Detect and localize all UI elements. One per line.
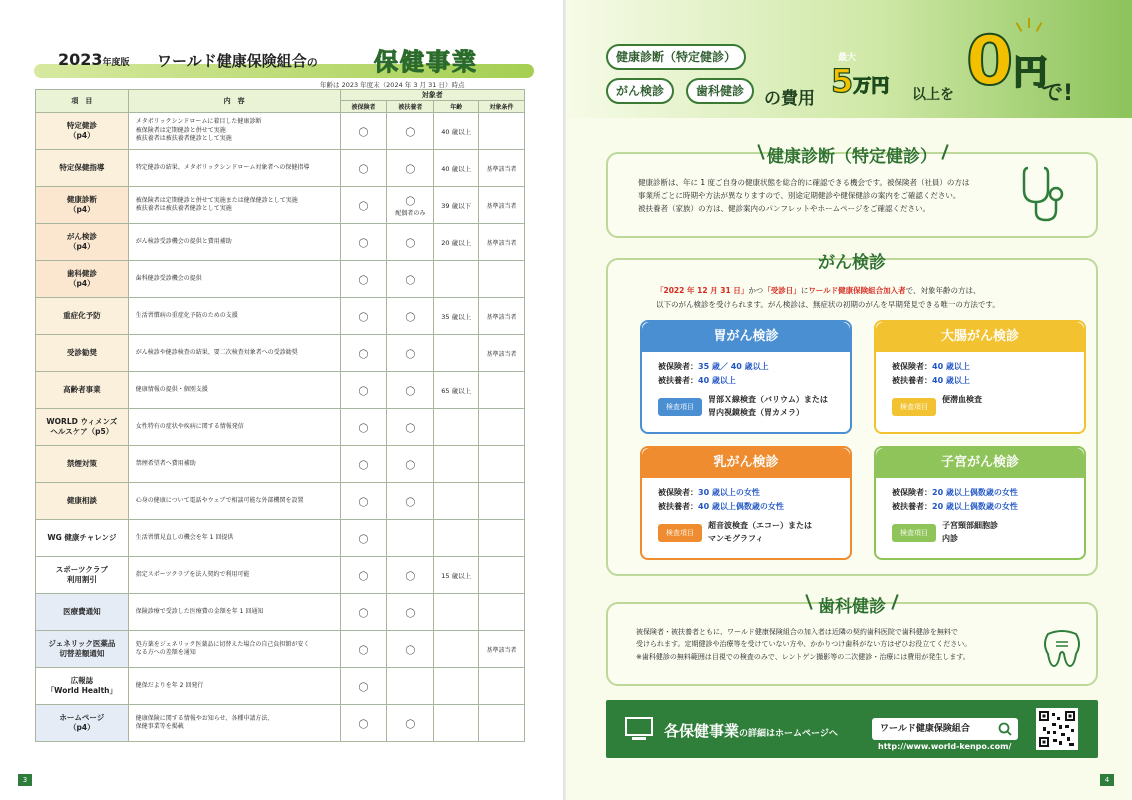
row-content: 健保だよりを年 2 回発行 <box>128 668 340 705</box>
row-item: 受診勧奨 <box>36 335 129 372</box>
card-label: 被扶養者： <box>658 376 698 385</box>
row-content: 健康保険に関する情報やお知らせ、各種申請方法、 保健事業等を掲載 <box>128 705 340 742</box>
row-dependent-mark: 〇 <box>387 705 434 742</box>
card-label: 被扶養者： <box>658 502 698 511</box>
tooth-icon <box>1040 626 1084 670</box>
card-badge: 検査項目 <box>658 398 702 416</box>
card-value: 35 歳／ 40 歳以上 <box>698 362 769 371</box>
card-line-insured <box>658 486 760 500</box>
section-cancer-screening <box>606 253 1098 576</box>
footer-search-text: ワールド健康保険組合 <box>880 724 970 734</box>
qr-code-icon[interactable] <box>1036 708 1078 750</box>
row-age <box>434 335 479 372</box>
row-content: 処方薬をジェネリック医薬品に切替えた場合の自己負担額が安く なる方への差額を通知 <box>128 631 340 668</box>
row-content: がん検診や健診検査の結果、要二次検査対象者への受診勧奨 <box>128 335 340 372</box>
row-dependent-mark: 〇 <box>387 594 434 631</box>
col-target: 対象者 <box>340 90 524 101</box>
row-item: WG 健康チャレンジ <box>36 520 129 557</box>
row-insured-mark: 〇 <box>340 483 387 520</box>
card-value: 30 歳以上の女性 <box>698 488 760 497</box>
row-insured-mark: 〇 <box>340 520 387 557</box>
card-value: 40 歳以上 <box>698 376 736 385</box>
section-title-health-checkup: 健康診断（特定健診） <box>767 147 937 167</box>
row-insured-mark: 〇 <box>340 187 387 224</box>
computer-icon <box>624 716 654 742</box>
pill-cancer-screening: がん検診 <box>606 78 674 104</box>
row-insured-mark: 〇 <box>340 224 387 261</box>
footer-url[interactable]: http://www.world-kenpo.com/ <box>878 742 1012 751</box>
row-content: 女性特有の症状や疾病に関する情報発信 <box>128 409 340 446</box>
row-item: 健康相談 <box>36 483 129 520</box>
title-no: の <box>306 56 318 69</box>
row-insured-mark: 〇 <box>340 705 387 742</box>
header-zero-number: 0 <box>966 22 1014 101</box>
card-test: 便潜血検査 <box>942 395 982 404</box>
row-insured-mark: 〇 <box>340 668 387 705</box>
card-line-dependent <box>658 374 736 388</box>
row-item: 特定健診 （p4） <box>36 113 129 150</box>
row-item: 重症化予防 <box>36 298 129 335</box>
footer-search-box[interactable] <box>872 718 1018 740</box>
row-dependent-mark: 〇 <box>387 483 434 520</box>
qr-code-pattern <box>1039 711 1075 747</box>
row-dependent-mark: 〇 <box>387 335 434 372</box>
row-condition <box>479 705 525 742</box>
table-row <box>36 446 525 483</box>
row-condition <box>479 483 525 520</box>
table-row <box>36 335 525 372</box>
row-dependent-mark-value: 〇 <box>405 197 416 208</box>
row-age <box>434 594 479 631</box>
row-insured-mark: 〇 <box>340 261 387 298</box>
card-test: 胃部Ｘ線検査（バリウム）または 胃内視鏡検査（胃カメラ） <box>708 395 828 417</box>
header-cost-label: の費用 <box>764 89 815 109</box>
header-zero <box>966 22 1048 101</box>
card-value: 40 歳以上偶数歳の女性 <box>698 502 784 511</box>
title-year-suffix: 年度版 <box>102 58 130 68</box>
page-number-right: 4 <box>1100 774 1114 786</box>
pill-health-checkup: 健康診断（特定健診） <box>606 44 746 70</box>
row-condition: 基準該当者 <box>479 187 525 224</box>
title-org <box>157 50 318 71</box>
row-dependent-mark: 〇 <box>387 446 434 483</box>
col-item: 項 目 <box>36 90 129 113</box>
card-line-dependent <box>892 500 1018 514</box>
row-content: 特定健診の結果、メタボリックシンドローム対象者への保健指導 <box>128 150 340 187</box>
card-label: 被保険者： <box>658 362 698 371</box>
row-dependent-mark: 〇 <box>387 224 434 261</box>
section-body-cancer-line1 <box>656 284 981 297</box>
col-condition: 対象条件 <box>479 101 525 113</box>
row-insured-mark: 〇 <box>340 557 387 594</box>
table-row <box>36 261 525 298</box>
page-title <box>44 38 524 78</box>
title-main: 保健事業 <box>374 48 478 76</box>
row-insured-mark: 〇 <box>340 409 387 446</box>
row-condition <box>479 557 525 594</box>
card-badge: 検査項目 <box>892 524 936 542</box>
header-yen: 円 <box>1013 53 1048 93</box>
footer-sub: の詳細はホームページへ <box>739 729 838 739</box>
row-age: 39 歳以下 <box>434 187 479 224</box>
header-amount-unit: 万円 <box>853 76 890 97</box>
row-condition <box>479 446 525 483</box>
table-row <box>36 409 525 446</box>
card-value: 20 歳以上偶数歳の女性 <box>932 488 1018 497</box>
table-row <box>36 557 525 594</box>
row-dependent-mark: 〇 <box>387 261 434 298</box>
table-row <box>36 520 525 557</box>
row-condition <box>479 409 525 446</box>
cancer-date: 「2022 年 12 月 31 日」 <box>656 286 749 295</box>
row-age: 40 歳以上 <box>434 150 479 187</box>
section-body-health-checkup: 健康診断は、年に 1 度ご自身の健康状態を総合的に確認できる機会です。被保険者（社員）の方は 事業所ごとに時期や方法が異なりますので、別途定期健診や健保健診の案内をご確認ください。 被扶養者（家族）の方は、健診案内のパンフレットやホームページをご確認ください。 <box>638 178 970 214</box>
table-row <box>36 594 525 631</box>
section-health-checkup <box>606 147 1098 238</box>
homepage-banner[interactable] <box>606 700 1098 758</box>
section-dental <box>606 597 1098 686</box>
cancer-card-uterine <box>874 446 1086 560</box>
card-value: 40 歳以上 <box>932 376 970 385</box>
row-condition: 基準該当者 <box>479 335 525 372</box>
section-title-dental: 歯科健診 <box>818 597 886 617</box>
row-dependent-mark: 〇 <box>387 372 434 409</box>
row-item: がん検診 （p4） <box>36 224 129 261</box>
row-condition <box>479 668 525 705</box>
cancer-card-colon <box>874 320 1086 434</box>
card-title: 乳がん検診 <box>642 448 850 478</box>
card-badge: 検査項目 <box>892 398 936 416</box>
title-year-number: 2023 <box>58 50 103 69</box>
age-note: 年齢は 2023 年度末（2024 年 3 月 31 日）時点 <box>320 81 465 89</box>
search-icon <box>998 722 1012 736</box>
col-content: 内 容 <box>128 90 340 113</box>
row-age <box>434 520 479 557</box>
card-title: 大腸がん検診 <box>876 322 1084 352</box>
row-content: メタボリックシンドロームに着目した健康診断 被保険者は定期健診と併せて実施 被扶養者は被扶養者健診として実施 <box>128 113 340 150</box>
row-item: ジェネリック医薬品 切替差額通知 <box>36 631 129 668</box>
row-insured-mark: 〇 <box>340 113 387 150</box>
row-content: 歯科健診受診機会の提供 <box>128 261 340 298</box>
row-condition <box>479 372 525 409</box>
header-de: で! <box>1041 81 1074 106</box>
section-body-cancer-line2: 以下のがん検診を受けられます。がん検診は、無症状の初期のがんを早期発見できる唯一の方法です。 <box>656 300 1000 309</box>
row-dependent-mark: 〇 <box>387 557 434 594</box>
row-condition: 基準該当者 <box>479 298 525 335</box>
cancer-and: かつ <box>748 286 764 295</box>
table-row <box>36 705 525 742</box>
row-age: 65 歳以上 <box>434 372 479 409</box>
row-age: 40 歳以上 <box>434 113 479 150</box>
card-line-insured <box>658 360 769 374</box>
sparkle-mark <box>1028 18 1030 28</box>
row-condition: 基準該当者 <box>479 224 525 261</box>
table-row <box>36 150 525 187</box>
cancer-card-breast <box>640 446 852 560</box>
card-label: 被扶養者： <box>892 502 932 511</box>
row-insured-mark: 〇 <box>340 335 387 372</box>
row-item: 広報誌 「World Health」 <box>36 668 129 705</box>
col-age: 年齢 <box>434 101 479 113</box>
row-dependent-mark: 〇 <box>387 113 434 150</box>
row-dependent-mark: 〇 <box>387 298 434 335</box>
section-body-dental: 被保険者・被扶養者ともに、ワールド健康保険組合の加入者は近隣の契約歯科医院で歯科健診を無料で 受けられます。定期健診や治療等を受けていない方や、かかりつけ歯科がない方はぜひお役立てください。 ※歯科健診の無料範囲は目視での検査のみで、レントゲン撮影等の二次健診・治療には費用が発生します。 <box>636 628 972 661</box>
row-dependent-mark <box>387 668 434 705</box>
row-age <box>434 409 479 446</box>
row-item: 健康診断 （p4） <box>36 187 129 224</box>
row-age <box>434 631 479 668</box>
cancer-day: 「受診日」 <box>763 286 801 295</box>
row-item: 高齢者事業 <box>36 372 129 409</box>
card-test: 子宮頸部細胞診 内診 <box>942 521 998 543</box>
row-insured-mark: 〇 <box>340 298 387 335</box>
row-content: がん検診受診機会の提供と費用補助 <box>128 224 340 261</box>
card-badge: 検査項目 <box>658 524 702 542</box>
row-content: 生活習慣病の重症化予防のための支援 <box>128 298 340 335</box>
cancer-member: ワールド健康保険組合加入者 <box>808 286 906 295</box>
cancer-ni: に <box>800 286 809 295</box>
table-row <box>36 187 525 224</box>
row-content: 禁煙希望者へ費用補助 <box>128 446 340 483</box>
row-content: 健康情報の提供・個別支援 <box>128 372 340 409</box>
row-item: WORLD ウィメンズ ヘルスケア（p5） <box>36 409 129 446</box>
pill-dental-checkup: 歯科健診 <box>686 78 754 104</box>
title-org-name: ワールド健康保険組合 <box>157 52 307 70</box>
row-item: 医療費通知 <box>36 594 129 631</box>
row-insured-mark: 〇 <box>340 372 387 409</box>
title-year <box>58 50 130 69</box>
right-page <box>566 0 1132 800</box>
table-row <box>36 372 525 409</box>
card-label: 被扶養者： <box>892 376 932 385</box>
row-dependent-mark: 〇 <box>387 150 434 187</box>
row-content: 心身の健康について電話やウェブで相談可能な外部機関を設置 <box>128 483 340 520</box>
card-value: 40 歳以上 <box>932 362 970 371</box>
footer-text <box>664 720 838 741</box>
table-row <box>36 483 525 520</box>
row-age <box>434 261 479 298</box>
card-title: 子宮がん検診 <box>876 448 1084 478</box>
row-condition: 基準該当者 <box>479 150 525 187</box>
card-line-dependent <box>658 500 784 514</box>
card-value: 20 歳以上偶数歳の女性 <box>932 502 1018 511</box>
cancer-card-stomach <box>640 320 852 434</box>
card-title: 胃がん検診 <box>642 322 850 352</box>
row-item: ホームページ （p4） <box>36 705 129 742</box>
row-item: スポーツクラブ 利用割引 <box>36 557 129 594</box>
card-test: 超音波検査（エコー）または マンモグラフィ <box>708 521 812 543</box>
row-item: 歯科健診 （p4） <box>36 261 129 298</box>
row-content: 被保険者は定期健診と併せて実施または健保健診として実施 被扶養者は被扶養者健診として実施 <box>128 187 340 224</box>
row-dependent-note: 配偶者のみ <box>395 210 426 217</box>
section-title-cancer-screening: がん検診 <box>818 253 886 273</box>
row-condition <box>479 113 525 150</box>
right-header <box>566 0 1132 118</box>
row-age <box>434 668 479 705</box>
cancer-rest: で、対象年齢の方は、 <box>905 286 981 295</box>
card-line-dependent <box>892 374 970 388</box>
header-amount-number: 5 <box>831 62 854 100</box>
row-age: 20 歳以上 <box>434 224 479 261</box>
row-condition <box>479 520 525 557</box>
row-condition <box>479 594 525 631</box>
header-max: 最大 <box>838 53 857 63</box>
card-line-insured <box>892 486 1018 500</box>
row-dependent-mark <box>387 520 434 557</box>
card-label: 被保険者： <box>892 362 932 371</box>
row-age <box>434 705 479 742</box>
health-program-table <box>35 89 525 742</box>
card-label: 被保険者： <box>658 488 698 497</box>
row-insured-mark: 〇 <box>340 594 387 631</box>
row-age <box>434 483 479 520</box>
table-row <box>36 224 525 261</box>
card-label: 被保険者： <box>892 488 932 497</box>
row-dependent-mark <box>387 187 434 224</box>
row-insured-mark: 〇 <box>340 446 387 483</box>
row-content: 保険診療で受診した医療費の金額を年 1 回通知 <box>128 594 340 631</box>
page-number-left: 3 <box>18 774 32 786</box>
row-condition: 基準該当者 <box>479 631 525 668</box>
row-condition <box>479 261 525 298</box>
row-insured-mark: 〇 <box>340 631 387 668</box>
col-insured: 被保険者 <box>340 101 387 113</box>
card-line-insured <box>892 360 970 374</box>
header-amount <box>831 62 889 100</box>
row-age: 35 歳以上 <box>434 298 479 335</box>
row-dependent-mark: 〇 <box>387 409 434 446</box>
header-more: 以上を <box>912 87 954 103</box>
row-content: 指定スポーツクラブを法人契約で利用可能 <box>128 557 340 594</box>
table-row <box>36 631 525 668</box>
row-insured-mark: 〇 <box>340 150 387 187</box>
footer-main: 各保健事業 <box>664 722 740 740</box>
col-dependent: 被扶養者 <box>387 101 434 113</box>
table-row <box>36 298 525 335</box>
row-content: 生活習慣見直しの機会を年 1 回提供 <box>128 520 340 557</box>
row-age: 15 歳以上 <box>434 557 479 594</box>
stethoscope-icon <box>1020 164 1066 224</box>
row-item: 特定保健指導 <box>36 150 129 187</box>
row-dependent-mark: 〇 <box>387 631 434 668</box>
table-row <box>36 113 525 150</box>
row-item: 禁煙対策 <box>36 446 129 483</box>
row-age <box>434 446 479 483</box>
table-row <box>36 668 525 705</box>
